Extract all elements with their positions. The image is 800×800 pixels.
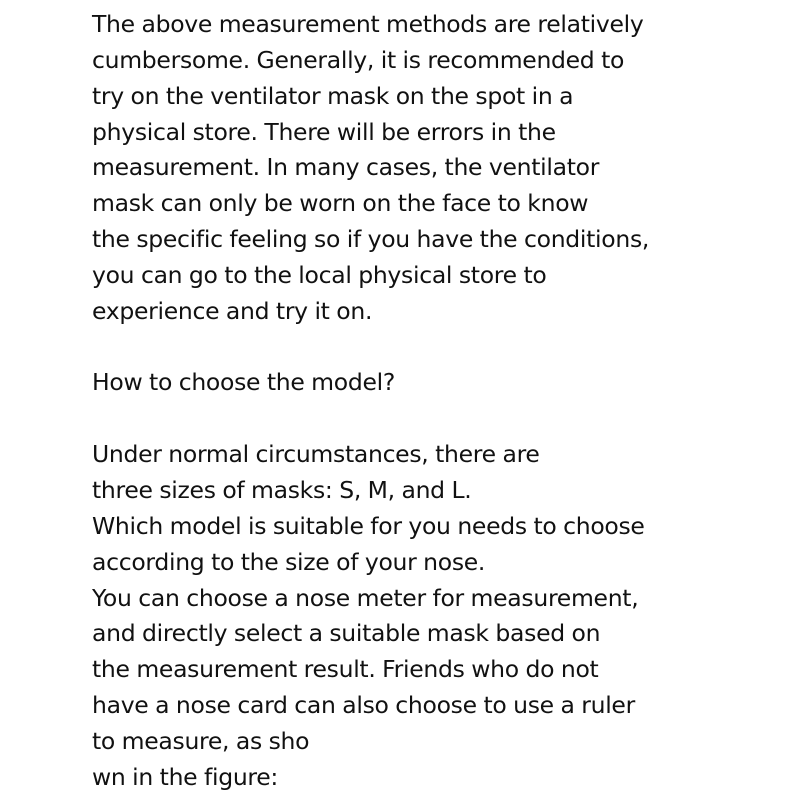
text-line: Under normal circumstances, there are <box>92 440 540 469</box>
blank-line <box>92 401 792 437</box>
text-line: cumbersome. Generally, it is recommended to <box>92 45 625 74</box>
text-line: to measure, as sho <box>92 726 310 755</box>
paragraph-model-choice <box>92 437 792 795</box>
text-line: physical store. There will be errors in the <box>92 117 556 146</box>
document-body <box>92 7 792 796</box>
text-line: Which model is suitable for you needs to choose <box>92 511 645 540</box>
text-line: You can choose a nose meter for measurement, <box>92 583 639 612</box>
text-line: experience and try it on. <box>92 296 373 325</box>
text-line: the specific feeling so if you have the conditions, <box>92 225 650 254</box>
text-line: you can go to the local physical store to <box>92 260 547 289</box>
text-line: have a nose card can also choose to use a ruler <box>92 691 635 720</box>
text-line: wn in the figure: <box>92 762 279 791</box>
text-line: according to the size of your nose. <box>92 547 486 576</box>
text-line: measurement. In many cases, the ventilator <box>92 153 600 182</box>
text-line: The above measurement methods are relatively <box>92 10 644 38</box>
text-line: and directly select a suitable mask based on <box>92 619 601 648</box>
text-line: the measurement result. Friends who do not <box>92 655 599 684</box>
text-line: mask can only be worn on the face to know <box>92 189 589 218</box>
text-line: three sizes of masks: S, M, and L. <box>92 475 472 504</box>
blank-line <box>92 330 792 366</box>
section-heading: How to choose the model? <box>92 368 396 397</box>
text-line: try on the ventilator mask on the spot in a <box>92 81 574 110</box>
paragraph-intro <box>92 7 792 330</box>
